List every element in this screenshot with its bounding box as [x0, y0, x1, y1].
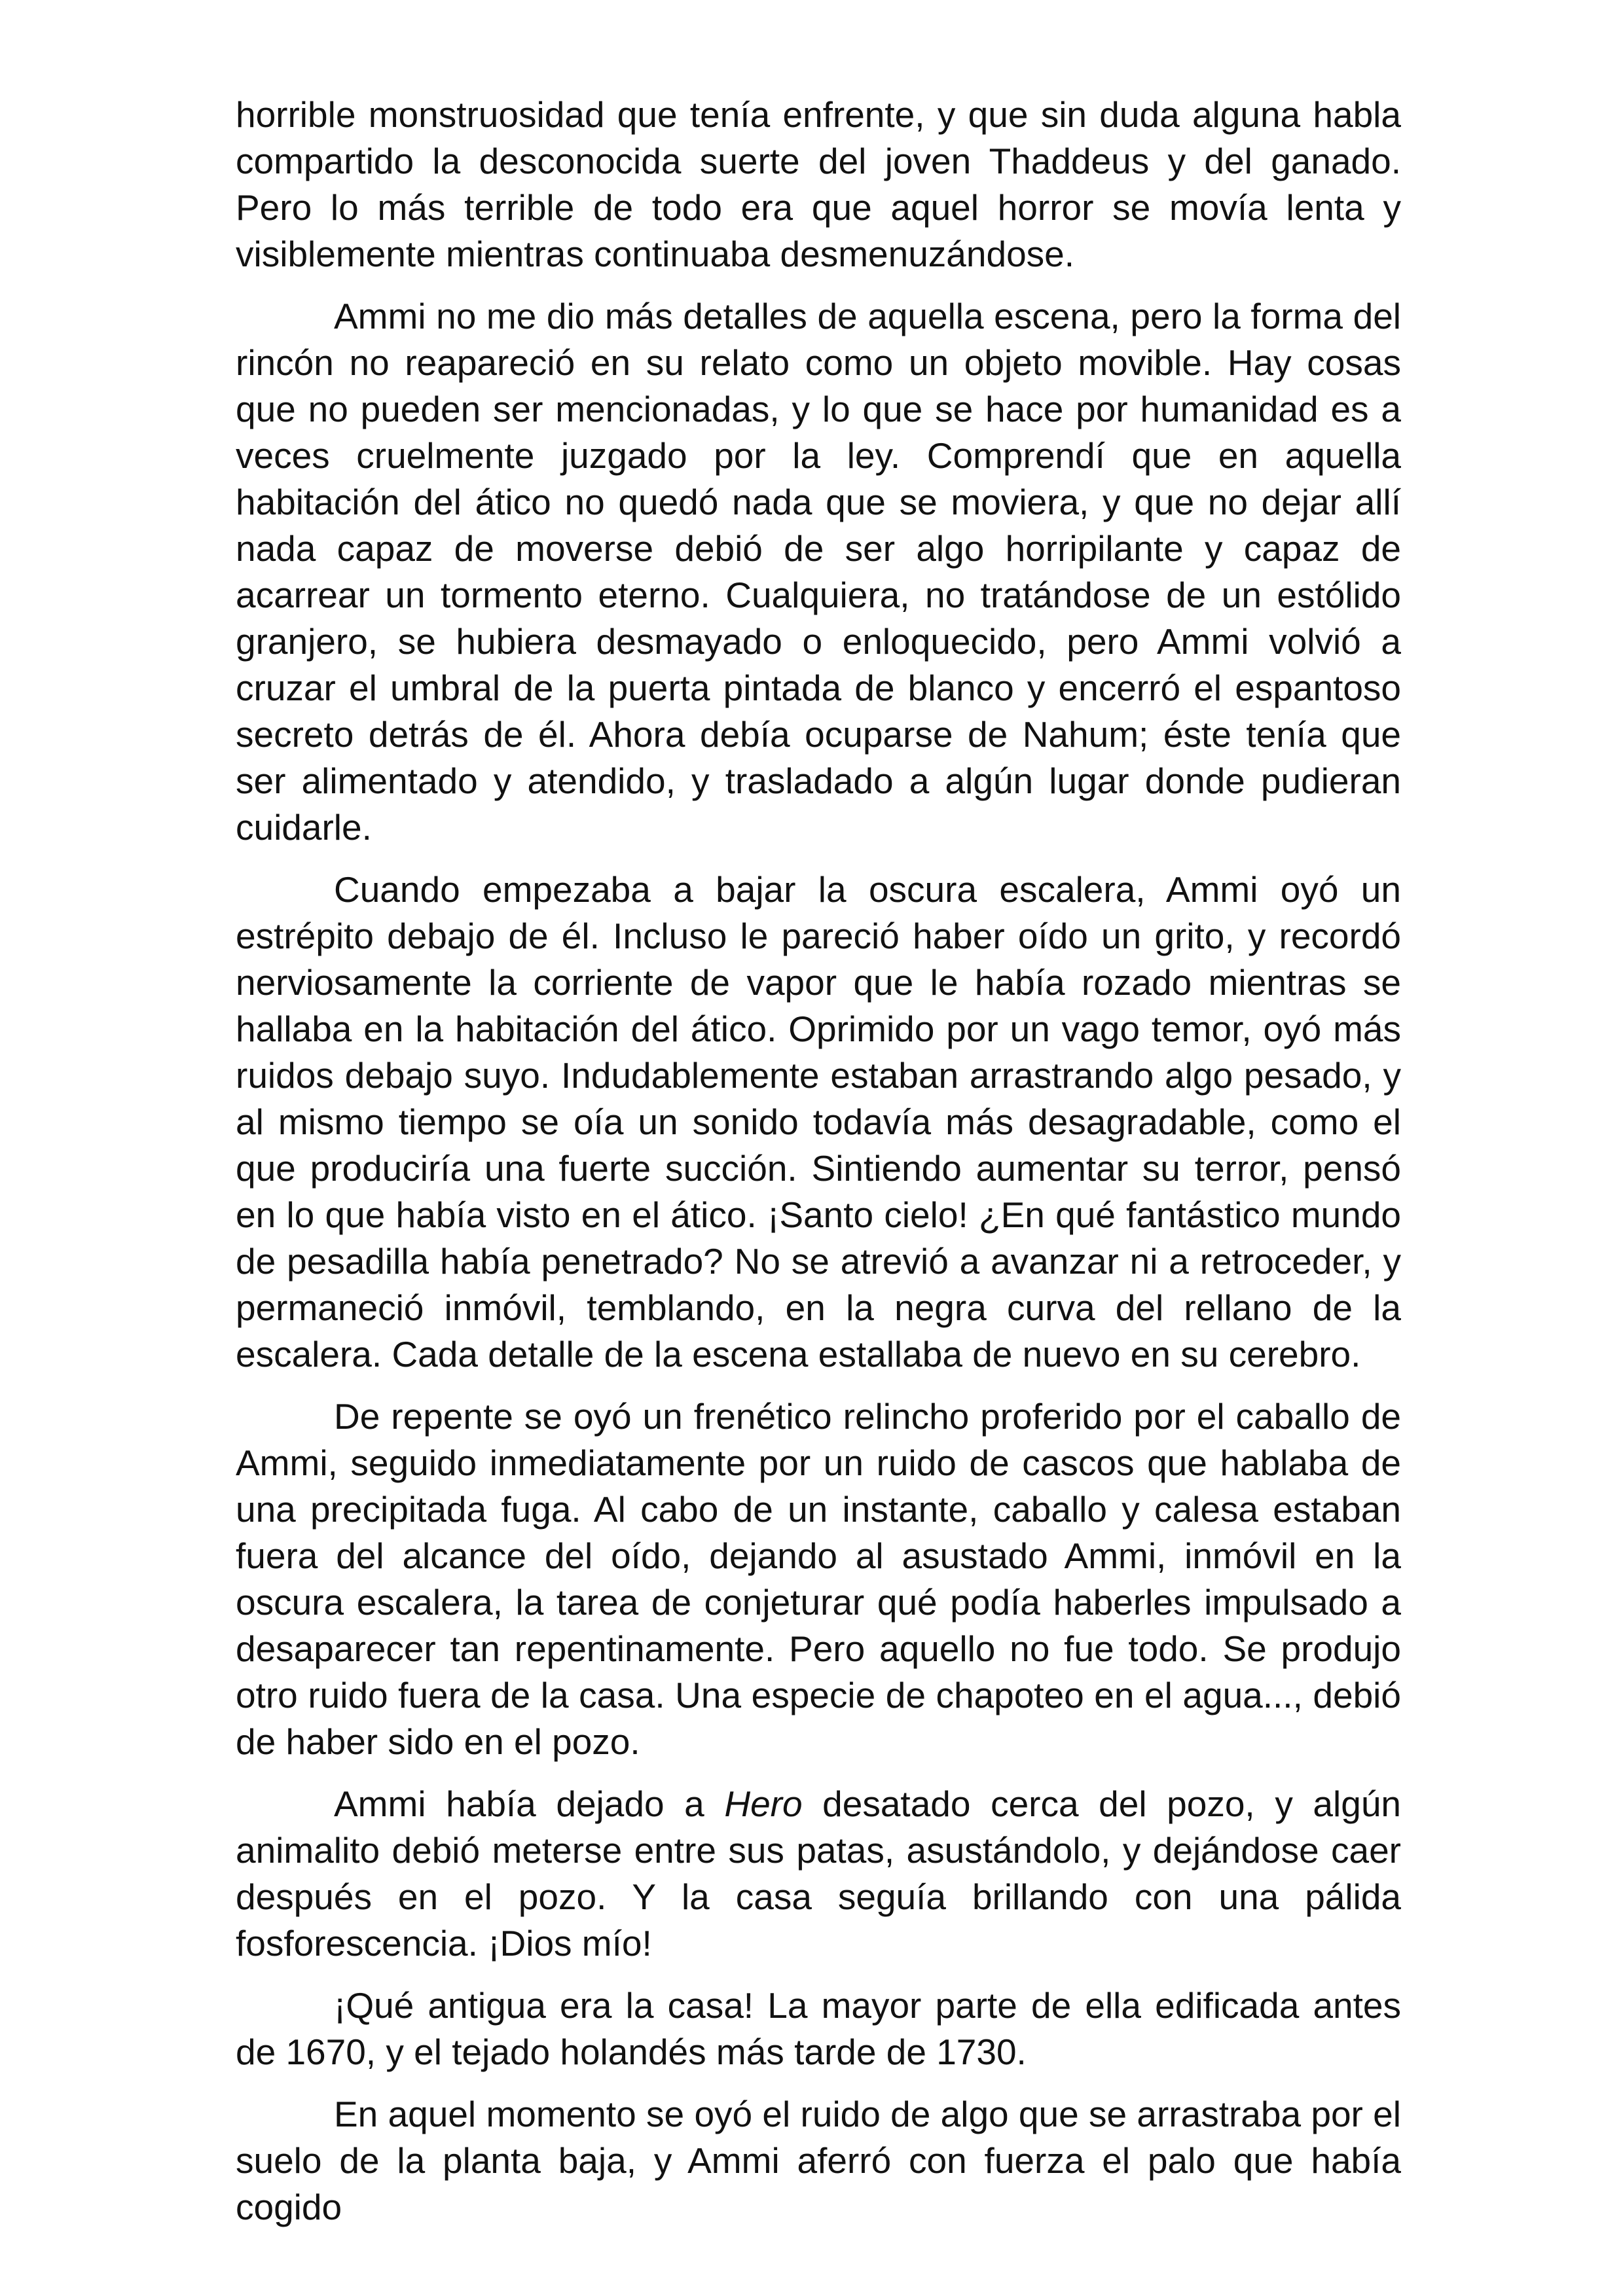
paragraph-6: ¡Qué antigua era la casa! La mayor parte de ella edificada antes de 1670, y el tejado holandés más tarde de 1730. — [236, 1985, 1401, 2072]
paragraph-7: En aquel momento se oyó el ruido de algo que se arrastraba por el suelo de la planta baja, y Ammi aferró con fuerza el palo que había cogido — [236, 2094, 1401, 2227]
paragraph-1: horrible monstruosidad que tenía enfrente, y que sin duda alguna habla compartido la desconocida suerte del joven Thaddeus y del ganado. Pero lo más terrible de todo era que aquel horror se movía lenta y visiblemente mientras continuaba desmenuzándose. — [236, 94, 1401, 274]
paragraph-3: Cuando empezaba a bajar la oscura escalera, Ammi oyó un estrépito debajo de él. Incluso le pareció haber oído un grito, y recordó nerviosamente la corriente de vapor que le había rozado mientras se hallaba en la habitación del ático. Oprimido por un vago temor, oyó más ruidos debajo suyo. Indudablemente estaban arrastrando algo pesado, y al mismo tiempo se oía un sonido todavía más desagradable, como el que produciría una fuerte succión. Sintiendo aumentar su terror, pensó en lo que había visto en el ático. ¡Santo cielo! ¿En qué fantástico mundo de pesadilla había penetrado? No se atrevió a avanzar ni a retroceder, y permaneció inmóvil, temblando, en la negra curva del rellano de la escalera. Cada detalle de la escena estallaba de nuevo en su cerebro. — [236, 869, 1401, 1374]
paragraph-5-italic-hero: Hero — [724, 1784, 803, 1824]
paragraph-4: De repente se oyó un frenético relincho proferido por el caballo de Ammi, seguido inmediatamente por un ruido de cascos que hablaba de una precipitada fuga. Al cabo de un instante, caballo y calesa estaban fuera del alcance del oído, dejando al asustado Ammi, inmóvil en la oscura escalera, la tarea de conjeturar qué podía haberles impulsado a desaparecer tan repentinamente. Pero aquello no fue todo. Se produjo otro ruido fuera de la casa. Una especie de chapoteo en el agua..., debió de haber sido en el pozo. — [236, 1396, 1401, 1762]
paragraph-5-rest: desatado cerca del pozo, y algún animalito debió meterse entre sus patas, asustándolo, y dejándose caer después en el pozo. Y la casa seguía brillando con una pálida fosforescencia. ¡Dios mío! — [236, 1784, 1401, 1964]
document-page — [236, 92, 1401, 2231]
paragraph-5-lead: Ammi había dejado a — [334, 1784, 725, 1824]
paragraph-2: Ammi no me dio más detalles de aquella escena, pero la forma del rincón no reapareció en su relato como un objeto movible. Hay cosas que no pueden ser mencionadas, y lo que se hace por humanidad es a veces cruelmente juzgado por la ley. Comprendí que en aquella habitación del ático no quedó nada que se moviera, y que no dejar allí nada capaz de moverse debió de ser algo horripilante y capaz de acarrear un tormento eterno. Cualquiera, no tratándose de un estólido granjero, se hubiera desmayado o enloquecido, pero Ammi volvió a cruzar el umbral de la puerta pintada de blanco y encerró el espantoso secreto detrás de él. Ahora debía ocuparse de Nahum; éste tenía que ser alimentado y atendido, y trasladado a algún lugar donde pudieran cuidarle. — [236, 296, 1401, 848]
paragraph-5 — [236, 1781, 1401, 1967]
